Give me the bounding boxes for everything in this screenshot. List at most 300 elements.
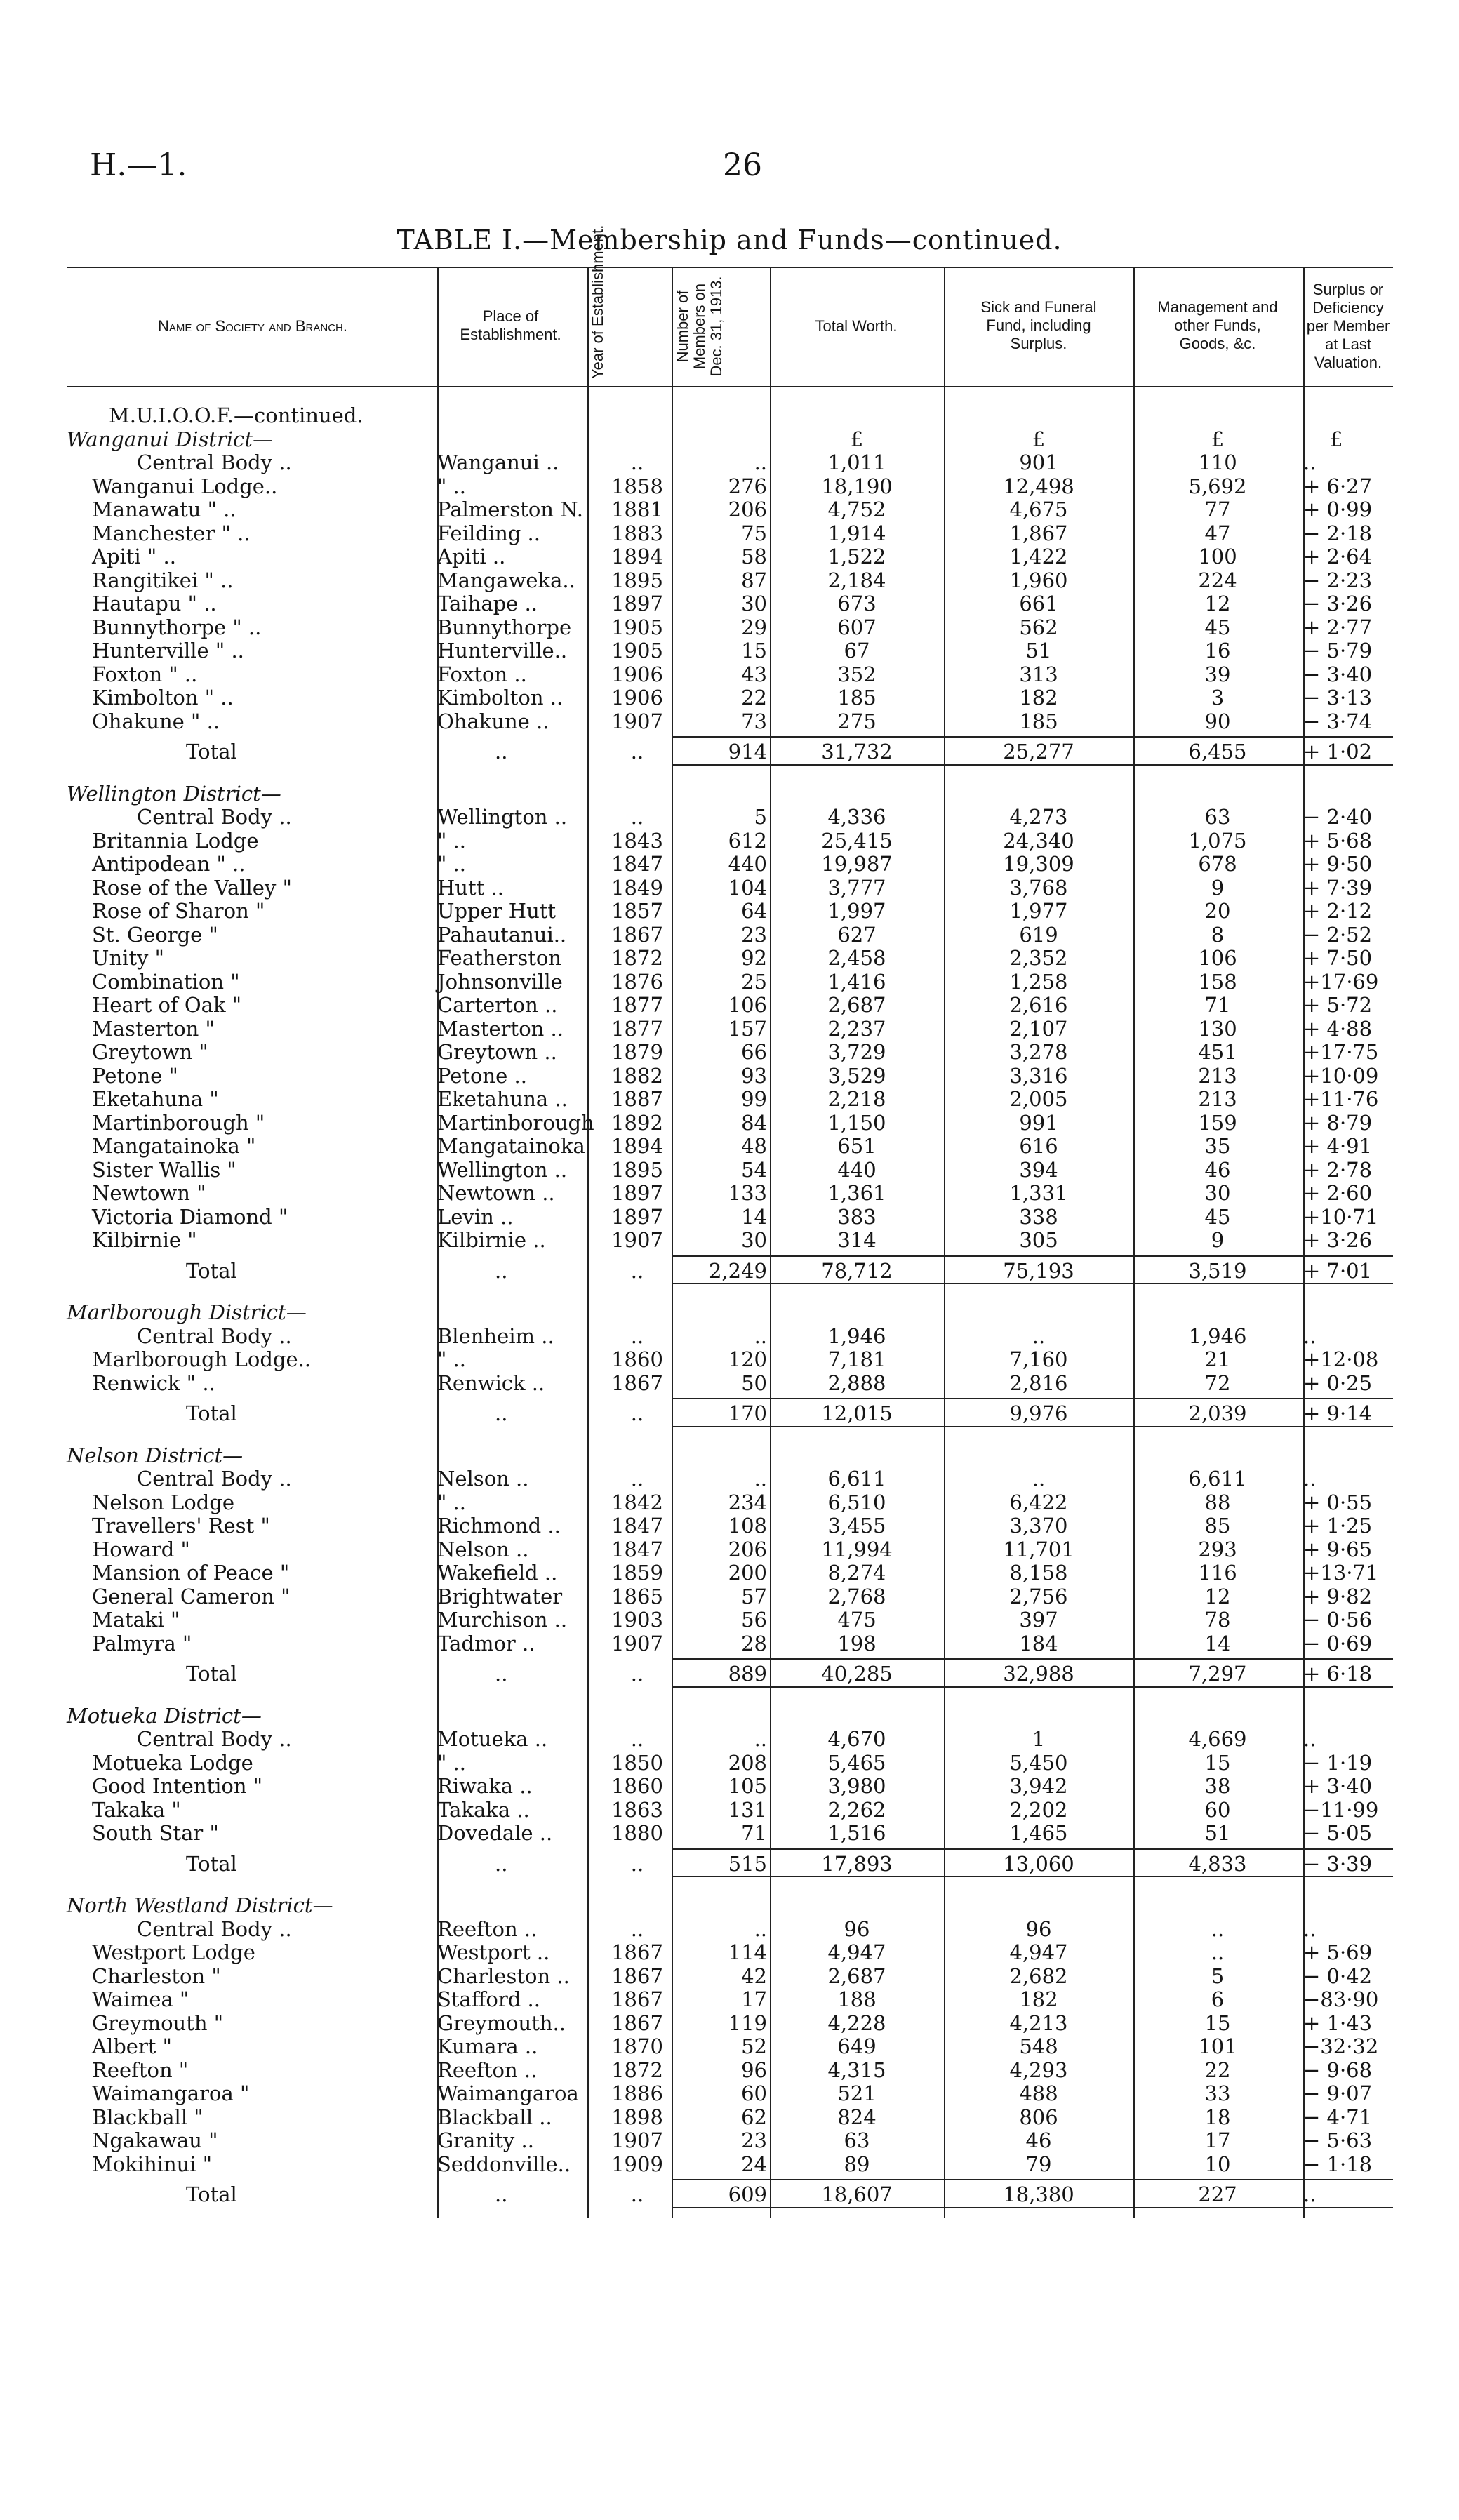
currency-symbol: £	[850, 427, 864, 451]
branch-name: Renwick " ..	[92, 1371, 215, 1395]
sick-funeral-fund: 4,293	[1009, 2058, 1068, 2082]
surplus-deficiency: + 8·79	[1303, 1110, 1373, 1135]
place-of-establishment: Riwaka ..	[437, 1774, 533, 1798]
total-worth: 6,611	[827, 1467, 886, 1491]
header-surplus: Surplus or Deficiency per Member at Last Valuation.	[1306, 281, 1390, 371]
total-worth: 627	[837, 922, 877, 947]
total-worth-sum: 18,607	[821, 2182, 893, 2206]
member-count: ..	[754, 1916, 767, 1941]
surplus-deficiency: − 2·40	[1303, 805, 1373, 829]
member-count: 84	[741, 1110, 767, 1135]
branch-name: Central Body ..	[137, 451, 292, 474]
sick-funeral-fund: 24,340	[1003, 828, 1074, 853]
place-of-establishment: Nelson ..	[437, 1467, 529, 1491]
management-funds: 78	[1204, 1608, 1231, 1632]
place-of-establishment: Renwick ..	[437, 1371, 545, 1395]
place-of-establishment: Tadmor ..	[437, 1631, 535, 1655]
place-of-establishment: Mangaweka..	[437, 568, 575, 592]
member-count: 60	[741, 2081, 767, 2105]
total-worth: 1,416	[827, 969, 886, 994]
place-of-establishment: " ..	[437, 1490, 466, 1514]
year-established: 1881	[611, 498, 663, 521]
sick-funeral-fund: 1,422	[1009, 545, 1068, 568]
place-of-establishment: Feilding ..	[437, 521, 540, 545]
branch-name: Foxton " ..	[92, 662, 198, 686]
member-count: 30	[741, 1228, 767, 1252]
total-top-rule	[672, 1658, 1393, 1660]
sick-funeral-fund: 7,160	[1009, 1347, 1068, 1371]
surplus-deficiency: −83·90	[1303, 1987, 1379, 2011]
total-worth: 198	[837, 1631, 877, 1655]
year-established: 1909	[611, 2152, 663, 2176]
member-count: 42	[741, 1964, 767, 1988]
total-year: ..	[630, 1662, 644, 1686]
member-count: 15	[741, 639, 767, 662]
branch-name: Central Body ..	[137, 1727, 292, 1751]
sick-funeral-fund: 3,316	[1009, 1063, 1068, 1088]
year-established: 1907	[611, 1228, 663, 1252]
place-of-establishment: Richmond ..	[437, 1514, 561, 1538]
branch-name: Mangatainoka "	[92, 1134, 256, 1158]
total-place: ..	[495, 1258, 508, 1283]
place-of-establishment: Taihape ..	[437, 592, 538, 615]
total-management: 2,039	[1188, 1401, 1247, 1425]
total-management: 3,519	[1188, 1258, 1247, 1283]
sick-funeral-fund: 79	[1025, 2152, 1052, 2176]
sick-funeral-fund: 562	[1019, 615, 1058, 639]
total-label: Total	[186, 2182, 237, 2206]
table-row	[67, 971, 1393, 994]
table-row	[67, 1135, 1393, 1158]
header-bottom-rule	[67, 386, 1393, 387]
member-count: 440	[728, 852, 767, 876]
surplus-deficiency: ..	[1303, 1727, 1317, 1751]
year-established: 1879	[611, 1040, 663, 1064]
total-label: Total	[186, 1258, 237, 1283]
table-row	[67, 1752, 1393, 1775]
branch-name: Greymouth "	[92, 2011, 224, 2035]
sick-funeral-fund: 3,278	[1009, 1040, 1068, 1064]
total-worth: 673	[837, 592, 877, 615]
total-worth: 2,262	[827, 1797, 886, 1822]
total-worth: 1,997	[827, 899, 886, 923]
branch-name: Motueka Lodge	[92, 1750, 253, 1775]
management-funds: 45	[1204, 615, 1231, 639]
member-count: 114	[728, 1940, 767, 1964]
total-year: ..	[630, 1851, 644, 1876]
total-sick-fund: 32,988	[1003, 1662, 1074, 1686]
management-funds: 47	[1204, 521, 1231, 545]
total-bottom-rule	[672, 2207, 1393, 2208]
sick-funeral-fund: 313	[1019, 662, 1058, 686]
management-funds: 9	[1211, 1228, 1225, 1252]
management-funds: 678	[1198, 852, 1237, 876]
place-of-establishment: Stafford ..	[437, 1987, 540, 2011]
place-of-establishment: Greymouth..	[437, 2011, 566, 2035]
year-established: 1872	[611, 946, 663, 970]
total-worth: 651	[837, 1134, 877, 1158]
table-row	[67, 924, 1393, 947]
management-funds: 110	[1198, 451, 1237, 474]
sick-funeral-fund: 2,352	[1009, 946, 1068, 970]
total-sick-fund: 75,193	[1003, 1258, 1074, 1283]
surplus-deficiency: + 2·78	[1303, 1157, 1373, 1182]
total-worth-sum: 40,285	[821, 1662, 893, 1686]
member-count: 52	[741, 2034, 767, 2058]
table-row	[67, 1348, 1393, 1371]
year-established: 1895	[611, 568, 663, 592]
district-heading	[67, 428, 1393, 451]
sick-funeral-fund: 1,258	[1009, 969, 1068, 994]
surplus-deficiency: +10·71	[1303, 1204, 1379, 1229]
management-funds: 101	[1198, 2034, 1237, 2058]
total-surplus: + 7·01	[1303, 1258, 1373, 1283]
branch-name: Nelson Lodge	[92, 1490, 235, 1514]
sick-funeral-fund: 4,273	[1009, 805, 1068, 829]
management-funds: 18	[1204, 2105, 1231, 2129]
total-members: 914	[728, 740, 767, 764]
sick-funeral-fund: ..	[1032, 1467, 1046, 1491]
place-of-establishment: Apiti ..	[437, 545, 506, 568]
management-funds: 451	[1198, 1040, 1237, 1064]
management-funds: 38	[1204, 1774, 1231, 1798]
total-worth: 2,687	[827, 993, 886, 1017]
total-top-rule	[672, 736, 1393, 738]
year-established: 1850	[611, 1750, 663, 1775]
place-of-establishment: Featherston	[437, 946, 562, 970]
place-of-establishment: Wellington ..	[437, 805, 568, 829]
total-row	[67, 1853, 1393, 1876]
place-of-establishment: Bunnythorpe	[437, 615, 572, 639]
branch-name: Eketahuna "	[92, 1087, 219, 1111]
year-established: 1876	[611, 969, 663, 994]
total-row	[67, 2183, 1393, 2206]
society-name: M.U.I.O.O.F.—continued.	[109, 404, 364, 427]
year-established: 1867	[611, 1940, 663, 1964]
surplus-deficiency: ..	[1303, 1324, 1317, 1348]
table-row	[67, 545, 1393, 568]
member-count: 119	[728, 2011, 767, 2035]
sick-funeral-fund: 901	[1019, 451, 1058, 474]
district-heading	[67, 1444, 1393, 1467]
member-count: 58	[741, 545, 767, 568]
member-count: 206	[728, 1537, 767, 1561]
table-row	[67, 1941, 1393, 1964]
year-established: 1907	[611, 2128, 663, 2152]
branch-name: Mataki "	[92, 1608, 180, 1632]
management-funds: 60	[1204, 1797, 1231, 1822]
surplus-deficiency: + 9·82	[1303, 1584, 1373, 1608]
member-count: 48	[741, 1134, 767, 1158]
surplus-deficiency: − 4·71	[1303, 2105, 1373, 2129]
year-established: ..	[630, 1467, 644, 1491]
management-funds: 10	[1204, 2152, 1231, 2176]
total-members: 515	[728, 1851, 767, 1876]
place-of-establishment: Masterton ..	[437, 1016, 564, 1041]
place-of-establishment: Waimangaroa	[437, 2081, 579, 2105]
surplus-deficiency: − 2·23	[1303, 568, 1373, 592]
total-row	[67, 1662, 1393, 1686]
table-row	[67, 1372, 1393, 1395]
year-established: ..	[630, 1727, 644, 1751]
place-of-establishment: Pahautanui..	[437, 922, 567, 947]
branch-name: Kimbolton " ..	[92, 686, 234, 709]
surplus-deficiency: −11·99	[1303, 1797, 1379, 1822]
sick-funeral-fund: 397	[1019, 1608, 1058, 1632]
year-established: 1867	[611, 922, 663, 947]
sick-funeral-fund: ..	[1032, 1324, 1046, 1348]
member-count: 28	[741, 1631, 767, 1655]
place-of-establishment: " ..	[437, 1750, 466, 1775]
surplus-deficiency: − 0·42	[1303, 1964, 1373, 1988]
branch-name: Masterton "	[92, 1016, 215, 1041]
year-established: 1882	[611, 1063, 663, 1088]
table-row	[67, 947, 1393, 970]
table-row	[67, 853, 1393, 876]
total-bottom-rule	[672, 764, 1393, 766]
table-row	[67, 2059, 1393, 2082]
management-funds: 85	[1204, 1514, 1231, 1538]
place-of-establishment: Charleston ..	[437, 1964, 570, 1988]
table-title: TABLE I.—Membership and Funds—continued.	[397, 225, 1062, 255]
district-name: Wanganui District—	[67, 427, 274, 451]
branch-name: Central Body ..	[137, 1467, 292, 1491]
sick-funeral-fund: 4,213	[1009, 2011, 1068, 2035]
year-established: 1847	[611, 1537, 663, 1561]
place-of-establishment: Blackball ..	[437, 2105, 552, 2129]
sick-funeral-fund: 1,977	[1009, 899, 1068, 923]
year-established: 1897	[611, 1204, 663, 1229]
table-row	[67, 2153, 1393, 2176]
place-of-establishment: " ..	[437, 1347, 466, 1371]
management-funds: 130	[1198, 1016, 1237, 1041]
surplus-deficiency: − 9·68	[1303, 2058, 1373, 2082]
management-funds: 88	[1204, 1490, 1231, 1514]
surplus-deficiency: + 5·69	[1303, 1940, 1373, 1964]
year-established: 1905	[611, 639, 663, 662]
place-of-establishment: Johnsonville	[437, 969, 563, 994]
header-members: Number of Members on Dec. 31, 1913.	[674, 276, 725, 377]
header-top-rule	[67, 267, 1393, 268]
place-of-establishment: Hunterville..	[437, 639, 568, 662]
sick-funeral-fund: 616	[1019, 1134, 1058, 1158]
branch-name: Petone "	[92, 1063, 178, 1088]
branch-name: Mansion of Peace "	[92, 1561, 290, 1585]
management-funds: 5,692	[1188, 474, 1247, 498]
member-count: 96	[741, 2058, 767, 2082]
place-of-establishment: Motueka ..	[437, 1727, 548, 1751]
total-worth: 4,336	[827, 805, 886, 829]
member-count: 24	[741, 2152, 767, 2176]
place-of-establishment: Takaka ..	[437, 1797, 530, 1822]
total-worth: 1,011	[827, 451, 886, 474]
year-established: 1887	[611, 1087, 663, 1111]
branch-name: Central Body ..	[137, 805, 292, 829]
page-code: H.—1.	[90, 147, 187, 183]
table-row	[67, 1988, 1393, 2011]
surplus-deficiency: + 7·39	[1303, 875, 1373, 900]
total-members: 889	[728, 1662, 767, 1686]
total-sick-fund: 13,060	[1003, 1851, 1074, 1876]
table-row	[67, 1112, 1393, 1135]
table-row	[67, 2106, 1393, 2129]
total-worth: 1,914	[827, 521, 886, 545]
management-funds: 224	[1198, 568, 1237, 592]
surplus-deficiency: ..	[1303, 1916, 1317, 1941]
management-funds: 100	[1198, 545, 1237, 568]
year-established: 1907	[611, 709, 663, 733]
year-established: 1877	[611, 993, 663, 1017]
management-funds: 71	[1204, 993, 1231, 1017]
management-funds: 213	[1198, 1063, 1237, 1088]
management-funds: 72	[1204, 1371, 1231, 1395]
surplus-deficiency: + 3·40	[1303, 1774, 1373, 1798]
table-row	[67, 829, 1393, 853]
place-of-establishment: Kumara ..	[437, 2034, 538, 2058]
member-count: 612	[728, 828, 767, 853]
header-management: Management and other Funds, Goods, &c.	[1157, 298, 1278, 352]
branch-name: Antipodean " ..	[92, 852, 246, 876]
branch-name: Albert "	[92, 2034, 173, 2058]
table-row	[67, 1325, 1393, 1348]
year-established: 1867	[611, 2011, 663, 2035]
table-row	[67, 900, 1393, 923]
table-row	[67, 1918, 1393, 1941]
management-funds: 116	[1198, 1561, 1237, 1585]
sick-funeral-fund: 51	[1025, 639, 1052, 662]
sick-funeral-fund: 488	[1019, 2081, 1058, 2105]
member-count: 206	[728, 498, 767, 521]
place-of-establishment: Seddonville..	[437, 2152, 571, 2176]
total-row	[67, 1402, 1393, 1425]
year-established: 1847	[611, 852, 663, 876]
surplus-deficiency: − 2·18	[1303, 521, 1373, 545]
branch-name: Heart of Oak "	[92, 993, 242, 1017]
table-row	[67, 1822, 1393, 1845]
table-row	[67, 686, 1393, 709]
member-count: 23	[741, 922, 767, 947]
year-established: 1860	[611, 1347, 663, 1371]
total-surplus: + 1·02	[1303, 740, 1373, 764]
total-top-rule	[672, 1848, 1393, 1850]
surplus-deficiency: + 7·50	[1303, 946, 1373, 970]
member-count: 54	[741, 1157, 767, 1182]
member-count: 30	[741, 592, 767, 615]
branch-name: Sister Wallis "	[92, 1157, 236, 1182]
total-surplus: − 3·39	[1303, 1851, 1373, 1876]
surplus-deficiency: + 9·65	[1303, 1537, 1373, 1561]
surplus-deficiency: + 1·25	[1303, 1514, 1373, 1538]
table-row	[67, 1467, 1393, 1491]
total-worth: 8,274	[827, 1561, 886, 1585]
total-sick-fund: 9,976	[1009, 1401, 1068, 1425]
sick-funeral-fund: 185	[1019, 709, 1058, 733]
management-funds: 20	[1204, 899, 1231, 923]
member-count: 5	[754, 805, 767, 829]
member-count: 29	[741, 615, 767, 639]
table-row	[67, 451, 1393, 474]
year-established: 1894	[611, 1134, 663, 1158]
sick-funeral-fund: 4,675	[1009, 498, 1068, 521]
total-worth: 25,415	[821, 828, 893, 853]
year-established: 1906	[611, 686, 663, 709]
district-heading	[67, 1301, 1393, 1324]
table-row	[67, 876, 1393, 900]
place-of-establishment: Martinborough	[437, 1110, 594, 1135]
table-row	[67, 2129, 1393, 2152]
member-count: 105	[728, 1774, 767, 1798]
place-of-establishment: Greytown ..	[437, 1040, 557, 1064]
management-funds: 8	[1211, 922, 1225, 947]
member-count: 200	[728, 1561, 767, 1585]
management-funds: ..	[1211, 1940, 1225, 1964]
surplus-deficiency: + 4·91	[1303, 1134, 1373, 1158]
year-established: 1877	[611, 1016, 663, 1041]
member-count: 99	[741, 1087, 767, 1111]
total-worth: 314	[837, 1228, 877, 1252]
place-of-establishment: Nelson ..	[437, 1537, 529, 1561]
management-funds: 46	[1204, 1157, 1231, 1182]
management-funds: 33	[1204, 2081, 1231, 2105]
branch-name: Combination "	[92, 969, 240, 994]
total-worth: 2,184	[827, 568, 886, 592]
year-established: 1883	[611, 521, 663, 545]
surplus-deficiency: −32·32	[1303, 2034, 1379, 2058]
total-worth: 185	[837, 686, 877, 709]
branch-name: Blackball "	[92, 2105, 204, 2129]
branch-name: Rose of the Valley "	[92, 875, 292, 900]
surplus-deficiency: + 9·50	[1303, 852, 1373, 876]
sick-funeral-fund: 46	[1025, 2128, 1052, 2152]
total-worth: 3,777	[827, 875, 886, 900]
branch-name: Ngakawau "	[92, 2128, 218, 2152]
sick-funeral-fund: 548	[1019, 2034, 1058, 2058]
total-worth-sum: 17,893	[821, 1851, 893, 1876]
sick-funeral-fund: 3,370	[1009, 1514, 1068, 1538]
branch-name: General Cameron "	[92, 1584, 291, 1608]
total-worth: 6,510	[827, 1490, 886, 1514]
year-established: 1857	[611, 899, 663, 923]
member-count: 75	[741, 521, 767, 545]
surplus-deficiency: − 5·05	[1303, 1821, 1373, 1845]
total-row	[67, 1260, 1393, 1283]
branch-name: Victoria Diamond "	[92, 1204, 288, 1229]
sick-funeral-fund: 991	[1019, 1110, 1058, 1135]
total-worth: 188	[837, 1987, 877, 2011]
member-count: 157	[728, 1016, 767, 1041]
total-worth: 3,455	[827, 1514, 886, 1538]
management-funds: 77	[1204, 498, 1231, 521]
year-established: 1897	[611, 1181, 663, 1205]
place-of-establishment: Wellington ..	[437, 1157, 568, 1182]
year-established: 1886	[611, 2081, 663, 2105]
total-management: 4,833	[1188, 1851, 1247, 1876]
surplus-deficiency: − 9·07	[1303, 2081, 1373, 2105]
table-row	[67, 1041, 1393, 1064]
surplus-deficiency: − 3·40	[1303, 662, 1373, 686]
branch-name: St. George "	[92, 922, 218, 947]
branch-name: Greytown "	[92, 1040, 208, 1064]
district-heading	[67, 1705, 1393, 1728]
management-funds: 4,669	[1188, 1727, 1247, 1751]
sick-funeral-fund: 182	[1019, 686, 1058, 709]
surplus-deficiency: + 2·12	[1303, 899, 1373, 923]
sick-funeral-fund: 2,616	[1009, 993, 1068, 1017]
total-bottom-rule	[672, 1426, 1393, 1427]
district-name: Wellington District—	[67, 781, 281, 806]
year-established: 1880	[611, 1821, 663, 1845]
place-of-establishment: Granity ..	[437, 2128, 534, 2152]
